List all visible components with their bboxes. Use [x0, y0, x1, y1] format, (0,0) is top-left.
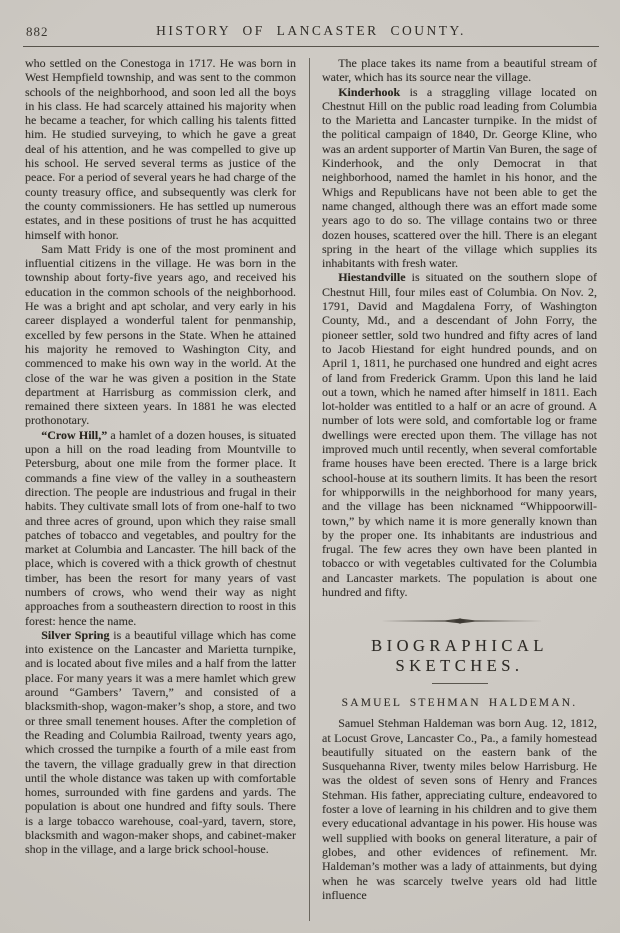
paragraph [322, 85, 597, 271]
paragraph [322, 56, 597, 85]
paragraph [25, 56, 296, 242]
left-column [25, 56, 296, 929]
running-title: HISTORY OF LANCASTER COUNTY. [156, 23, 466, 38]
paragraph-text: is a beautiful village which has come into existence on the Lancaster and Marietta turnpike, and is located about five miles and a half from the latter place. For many years it was a mere hamlet which grew around “Gambers’ Tavern,” and consisted of a blacksmith-shop, wagon-maker’s shop, a store, and two or three small tenement houses. After the completion of the Reading and Columbia Railroad, twenty years ago, which crossed the turnpike a fourth of a mile east from the tavern, the village gradually grew in that direction until the whole distance was taken up with comfortable homes, surrounded with fine gardens and yards. The population is about one hundred and fifty souls. There is a large tobacco warehouse, coal-yard, tavern, store, blacksmith and wagon-maker shops, and cabinet-maker shop in the village, and a large brick school-house. [25, 627, 296, 857]
paragraph [25, 428, 296, 628]
paragraph-text: who settled on the Conestoga in 1717. He was born in West Hempfield township, and was sent to the common schools of the neighborhood, and soon led all the boys in his class. He had scarcely attained his majority when he became a teacher, for which calling his talents fitted him. He studied surveying, to which he gave a great deal of his attention, and he was compelled to give up his school. He served several terms as justice of the peace. For a period of several years he had charge of the county treasury office, and subsequently was clerk for the county commissioners. He has settled up numerous estates, and in these positions of trust he has acquitted himself with honor. [25, 56, 296, 242]
bio-paragraph [322, 716, 597, 902]
paragraph [25, 242, 296, 428]
page-number: 882 [26, 24, 49, 39]
section-divider-ornament-icon [322, 616, 597, 626]
column-divider-rule [309, 58, 310, 921]
paragraph-lead: Silver Spring [41, 627, 110, 642]
paragraph-text: is situated on the southern slope of Chestnut Hill, four miles east of Columbia. On Nov. 2, 1791, David and Magdalena Forry, of Washington County, Md., and a descendant of John Forry, the pioneer settler, sold two hundred and fifty acres of land to Jacob Hiestand for eight hundred pounds, and on April 1, 1811, he purchased one hundred and eight acres of land from Frederick Gramm. Upon this land he laid out a town, which he named after himself in 1811. Each lot-holder was entitled to a half or an acre of ground. A number of lots were sold, and comfortable log or frame dwellings were erected upon them. The village has not improved much until recently, when several comfortable frame houses have been erected. There is a large brick school-house at its southern limits. It has been the resort for whipporwills in the neighborhood for many years, and the village has been nicknamed “Whippoorwill-town,” by which name it is more generally known than by the proper one. Its inhabitants are industrious and frugal. The few acres they own have been planted in tobacco or with vegetables cultivated for the Columbia and Lancaster markets. The population is about one hundred and fifty. [322, 270, 597, 599]
subsection-heading: SAMUEL STEHMAN HALDEMAN. [341, 697, 578, 710]
right-column [322, 56, 597, 929]
paragraph [25, 628, 296, 857]
paragraph-text: The place takes its name from a beautiful stream of water, which has its source near the village. [322, 56, 597, 85]
paragraph-text: Sam Matt Fridy is one of the most prominent and influential citizens in the village. He was born in the township about forty-five years ago, and received his education in the common schools of the neighborhood. He was a bright and apt scholar, and very early in his career displayed a wonderful talent for penmanship, excelled by few persons in the State. When he attained his majority he removed to Washington City, and commenced to make his own way in the world. At the close of the war he was given a position in the State department at Harrisburg as commission clerk, and remained there sixteen years. In 1881 he was elected prothonotary. [25, 241, 296, 428]
paragraph-text: Samuel Stehman Haldeman was born Aug. 12, 1812, at Locust Grove, Lancaster Co., Pa., a family homestead beautifully situated on the eastern bank of the Susquehanna River, twenty miles below Harrisburg. He was the oldest of seven sons of Henry and Frances Stehman. His father, appreciating culture, endeavored to foster a love of learning in his children and to give them every educational advantage in his power. His house was well supplied with books on general literature, a pair of globes, and other evidences of refinement. Mr. Haldeman’s mother was a lady of attainments, but dying when he was scarcely twelve years old had little influence [322, 716, 597, 902]
paragraph-text: a hamlet of a dozen houses, is situated upon a hill on the road leading from Mountville to Petersburg, about one mile from the former place. It commands a fine view of the valley in a southeastern direction. The people are industrious and frugal in their habits. They cultivate small lots of from one-half to two and three acres of ground, upon which they raise small patches of tobacco and vegetables, and poultry for the market at Columbia and Lancaster. The hill back of the place, which is covered with a thick growth of chestnut timber, has been the resort for many years of vast numbers of crows, who wend their way as night approaches from a southeastern direction to roost in this forest: hence the name. [25, 427, 296, 628]
paragraph [322, 270, 597, 599]
paragraph-lead: Hiestandville [338, 270, 406, 285]
paragraph-lead: “Crow Hill,” [41, 427, 108, 442]
header-rule [23, 46, 599, 47]
paragraph-lead: Kinderhook [338, 84, 401, 99]
page-header [26, 21, 596, 41]
paragraph-text: is a straggling village located on Chestnut Hill on the public road leading from Columbia to the Marietta and Lancaster turnpike. In the midst of the political campaign of 1840, Dr. George Kline, who was an ardent supporter of Martin Van Buren, the sage of Kinderhook, and the only Democrat in that neighborhood, named the hamlet in his honor, and the Whigs and Republicans have not been able to get the name changed, although there was an effort made some years ago to do so. The village contains two or three dozen houses, scattered over the hill. There is an elegant spring in the heart of the village which supplies its inhabitants with fresh water. [322, 84, 597, 271]
text-columns [25, 56, 597, 929]
section-heading: BIOGRAPHICAL SKETCHES. [371, 636, 548, 676]
section-heading-rule [432, 683, 488, 684]
